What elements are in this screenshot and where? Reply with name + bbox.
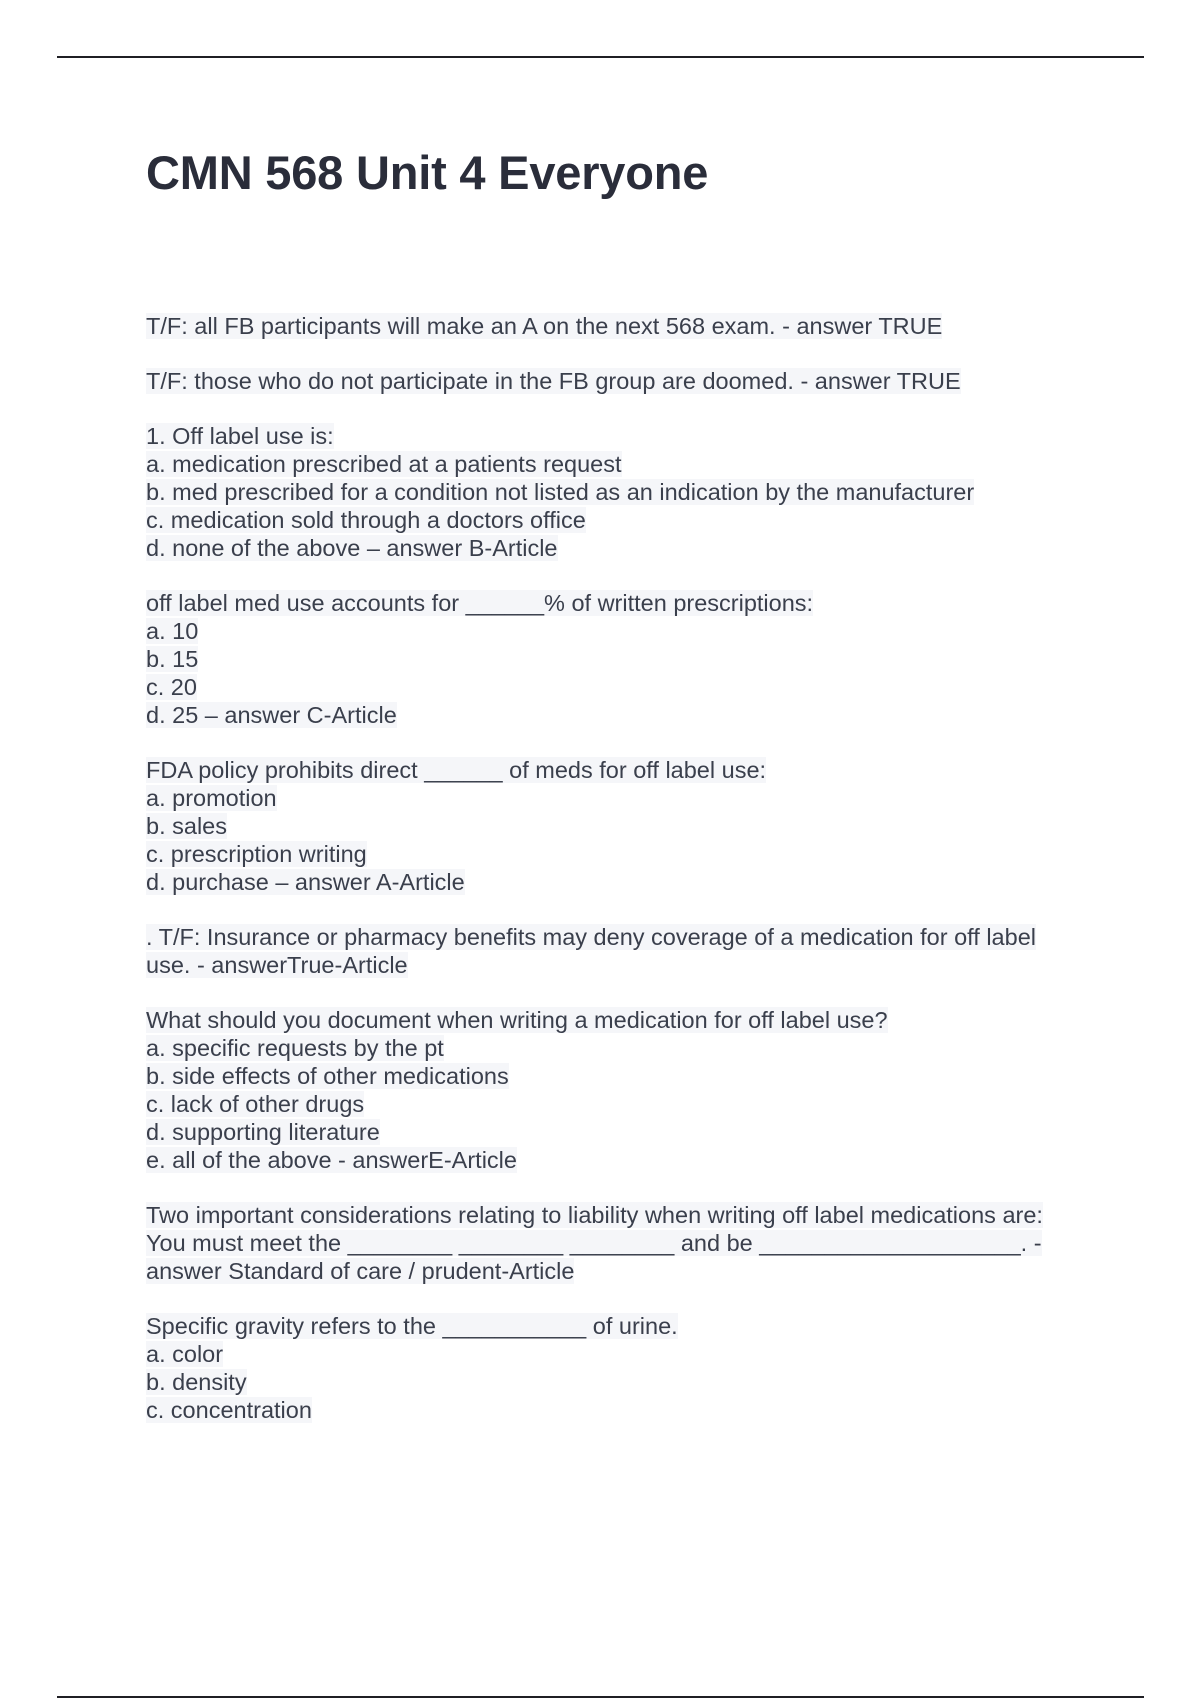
text-line: d. none of the above – answer B-Article [146,535,558,561]
text-line: . T/F: Insurance or pharmacy benefits may deny coverage of a medication for off label [146,924,1036,950]
text-line: answer Standard of care / prudent-Article [146,1258,575,1284]
header-rule [57,56,1144,58]
question-block [146,422,1146,562]
text-line: d. purchase – answer A-Article [146,869,465,895]
document-body [146,312,1146,1451]
text-line: b. sales [146,813,227,839]
text-line: b. density [146,1369,247,1395]
text-line: FDA policy prohibits direct ______ of meds for off label use: [146,757,767,783]
text-line: d. supporting literature [146,1119,380,1145]
text-line: a. promotion [146,785,277,811]
question-block [146,1201,1146,1285]
question-block [146,1312,1146,1424]
text-line: c. medication sold through a doctors office [146,507,586,533]
footer-rule [57,1696,1144,1698]
text-line: c. prescription writing [146,841,367,867]
question-block [146,1006,1146,1174]
text-line: b. 15 [146,646,199,672]
text-line: Two important considerations relating to liability when writing off label medications are: [146,1202,1043,1228]
question-block [146,367,1146,395]
text-line: a. medication prescribed at a patients request [146,451,622,477]
text-line: c. concentration [146,1397,312,1423]
text-line: d. 25 – answer C-Article [146,702,397,728]
question-block [146,589,1146,729]
text-line: T/F: all FB participants will make an A on the next 568 exam. - answer TRUE [146,313,943,339]
text-line: Specific gravity refers to the ___________ of urine. [146,1313,678,1339]
text-line: a. 10 [146,618,199,644]
text-line: use. - answerTrue-Article [146,952,408,978]
text-line: T/F: those who do not participate in the FB group are doomed. - answer TRUE [146,368,961,394]
text-line: off label med use accounts for ______% of written prescriptions: [146,590,814,616]
document-title: CMN 568 Unit 4 Everyone [146,146,709,199]
text-line: c. lack of other drugs [146,1091,365,1117]
question-block [146,312,1146,340]
text-line: b. med prescribed for a condition not listed as an indication by the manufacturer [146,479,975,505]
text-line: You must meet the ________ ________ ________ and be ____________________. - [146,1230,1042,1256]
text-line: a. specific requests by the pt [146,1035,444,1061]
text-line: c. 20 [146,674,197,700]
text-line: What should you document when writing a medication for off label use? [146,1007,888,1033]
question-block [146,923,1146,979]
text-line: a. color [146,1341,224,1367]
text-line: b. side effects of other medications [146,1063,509,1089]
text-line: e. all of the above - answerE-Article [146,1147,517,1173]
text-line: 1. Off label use is: [146,423,334,449]
question-block [146,756,1146,896]
